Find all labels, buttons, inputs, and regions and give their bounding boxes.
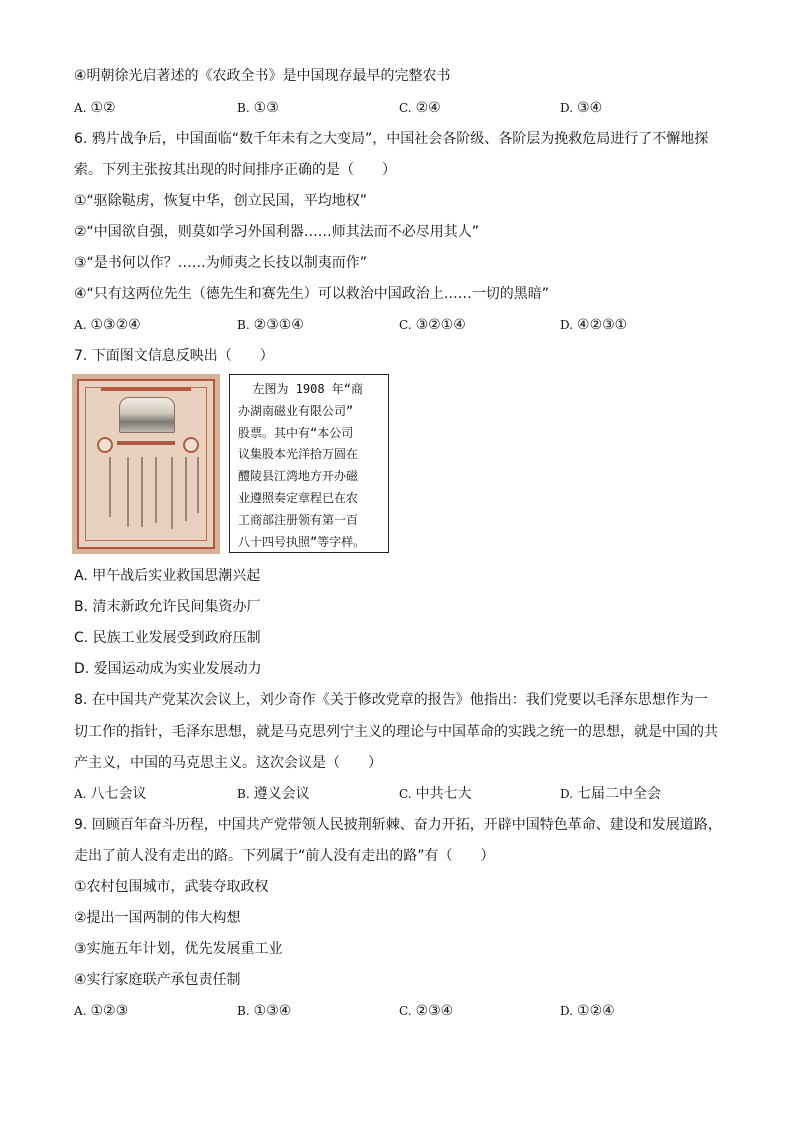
caption-line: 股票。其中有“本公司 bbox=[238, 425, 354, 440]
q9-item-3: ③实施五年计划，优先发展重工业 bbox=[74, 941, 283, 957]
q5-option-c[interactable]: C. ②④ bbox=[399, 100, 441, 116]
certificate-text-column bbox=[141, 457, 143, 527]
q8-stem-line-2: 切工作的指针，毛泽东思想，就是马克思列宁主义的理论与中国革命的实践之统一的思想，就是中国的共 bbox=[74, 724, 718, 740]
q9-option-a[interactable]: A. ①②③ bbox=[74, 1003, 129, 1019]
q9-item-4: ④实行家庭联产承包责任制 bbox=[74, 972, 241, 988]
q6-item-1: ①“驱除鞑虏，恢复中华，创立民国，平均地权” bbox=[74, 193, 368, 209]
q9-option-b[interactable]: B. ①③④ bbox=[237, 1003, 292, 1019]
certificate-left-seal bbox=[97, 437, 113, 453]
certificate-text-column bbox=[171, 457, 173, 529]
caption-line: 八十四号执照”等字样。 bbox=[238, 534, 366, 549]
certificate-body bbox=[77, 379, 215, 549]
certificate-header-band bbox=[101, 387, 191, 391]
caption-line: 办湖南磁业有限公司” bbox=[238, 403, 354, 418]
q5-item-4: ④明朝徐光启著述的《农政全书》是中国现存最早的完整农书 bbox=[74, 68, 451, 84]
q9-options bbox=[74, 1001, 734, 1021]
q7-option-b[interactable]: B. 清末新政允许民间集资办厂 bbox=[74, 599, 261, 615]
q8-option-b[interactable]: B. 遵义会议 bbox=[237, 786, 310, 802]
q8-option-a[interactable]: A. 八七会议 bbox=[74, 786, 147, 802]
q7-option-d[interactable]: D. 爱国运动成为实业发展动力 bbox=[74, 661, 262, 677]
q7-option-a[interactable]: A. 甲午战后实业救国思潮兴起 bbox=[74, 568, 261, 584]
q6-item-2: ②“中国欲自强，则莫如学习外国利器……师其法而不必尽用其人” bbox=[74, 224, 480, 240]
q9-stem-line-2: 走出了前人没有走出的路。下列属于“前人没有走出的路”有（ ） bbox=[74, 848, 495, 864]
certificate-text-column bbox=[109, 457, 111, 517]
q5-option-d[interactable]: D. ③④ bbox=[560, 100, 603, 116]
q9-item-2: ②提出一国两制的伟大构想 bbox=[74, 910, 241, 926]
q5-options bbox=[74, 98, 734, 118]
q6-option-b[interactable]: B. ②③①④ bbox=[237, 317, 304, 333]
q6-stem-line-1: 6. 鸦片战争后，中国面临“数千年未有之大变局”，中国社会各阶级、各阶层为挽救危局进行了不懈地探 bbox=[74, 131, 709, 147]
certificate-text-column bbox=[155, 457, 157, 523]
q8-options bbox=[74, 784, 734, 804]
certificate-text-column bbox=[127, 457, 129, 527]
caption-line: 左图为 1908 年“商 bbox=[238, 382, 364, 396]
certificate-title-bar bbox=[117, 441, 175, 445]
q8-stem-line-1: 8. 在中国共产党某次会议上，刘少奇作《关于修改党章的报告》他指出：我们党要以毛泽东思想作为一 bbox=[74, 692, 708, 708]
stock-certificate-image bbox=[72, 374, 220, 554]
caption-line: 醴陵县江湾地方开办磁 bbox=[238, 469, 359, 484]
caption-line: 业遵照奏定章程已在农 bbox=[238, 490, 359, 505]
q8-option-c[interactable]: C. 中共七大 bbox=[399, 786, 472, 802]
q7-option-c[interactable]: C. 民族工业发展受到政府压制 bbox=[74, 630, 261, 646]
q6-item-3: ③“是书何以作？……为师夷之长技以制夷而作” bbox=[74, 255, 368, 271]
q6-item-4: ④“只有这两位先生（德先生和赛先生）可以救治中国政治上……一切的黑暗” bbox=[74, 286, 550, 302]
q7-caption-box bbox=[229, 374, 389, 553]
certificate-landscape-vignette bbox=[119, 397, 175, 433]
q9-item-1: ①农村包围城市，武装夺取政权 bbox=[74, 879, 269, 895]
q9-stem-line-1: 9. 回顾百年奋斗历程，中国共产党带领人民披荆斩棘、奋力开拓，开辟中国特色革命、建设和发展道路， bbox=[74, 817, 722, 833]
q8-option-d[interactable]: D. 七届二中全会 bbox=[560, 786, 662, 802]
q5-option-a[interactable]: A. ①② bbox=[74, 100, 116, 116]
caption-line: 工商部注册领有第一百 bbox=[238, 512, 359, 527]
certificate-right-seal bbox=[183, 437, 199, 453]
certificate-text-column bbox=[185, 457, 187, 521]
q6-options bbox=[74, 315, 734, 335]
q8-stem-line-3: 产主义，中国的马克思主义。这次会议是（ ） bbox=[74, 755, 382, 771]
q9-option-c[interactable]: C. ②③④ bbox=[399, 1003, 454, 1019]
q7-stem: 7. 下面图文信息反映出（ ） bbox=[74, 348, 274, 364]
q6-stem-line-2: 索。下列主张按其出现的时间排序正确的是（ ） bbox=[74, 162, 396, 178]
caption-line: 议集股本光洋拾万圆在 bbox=[238, 447, 359, 462]
q6-option-a[interactable]: A. ①③②④ bbox=[74, 317, 141, 333]
q6-option-d[interactable]: D. ④②③① bbox=[560, 317, 628, 333]
q9-option-d[interactable]: D. ①②④ bbox=[560, 1003, 615, 1019]
q5-option-b[interactable]: B. ①③ bbox=[237, 100, 279, 116]
certificate-text-column bbox=[197, 457, 199, 513]
q6-option-c[interactable]: C. ③②①④ bbox=[399, 317, 466, 333]
